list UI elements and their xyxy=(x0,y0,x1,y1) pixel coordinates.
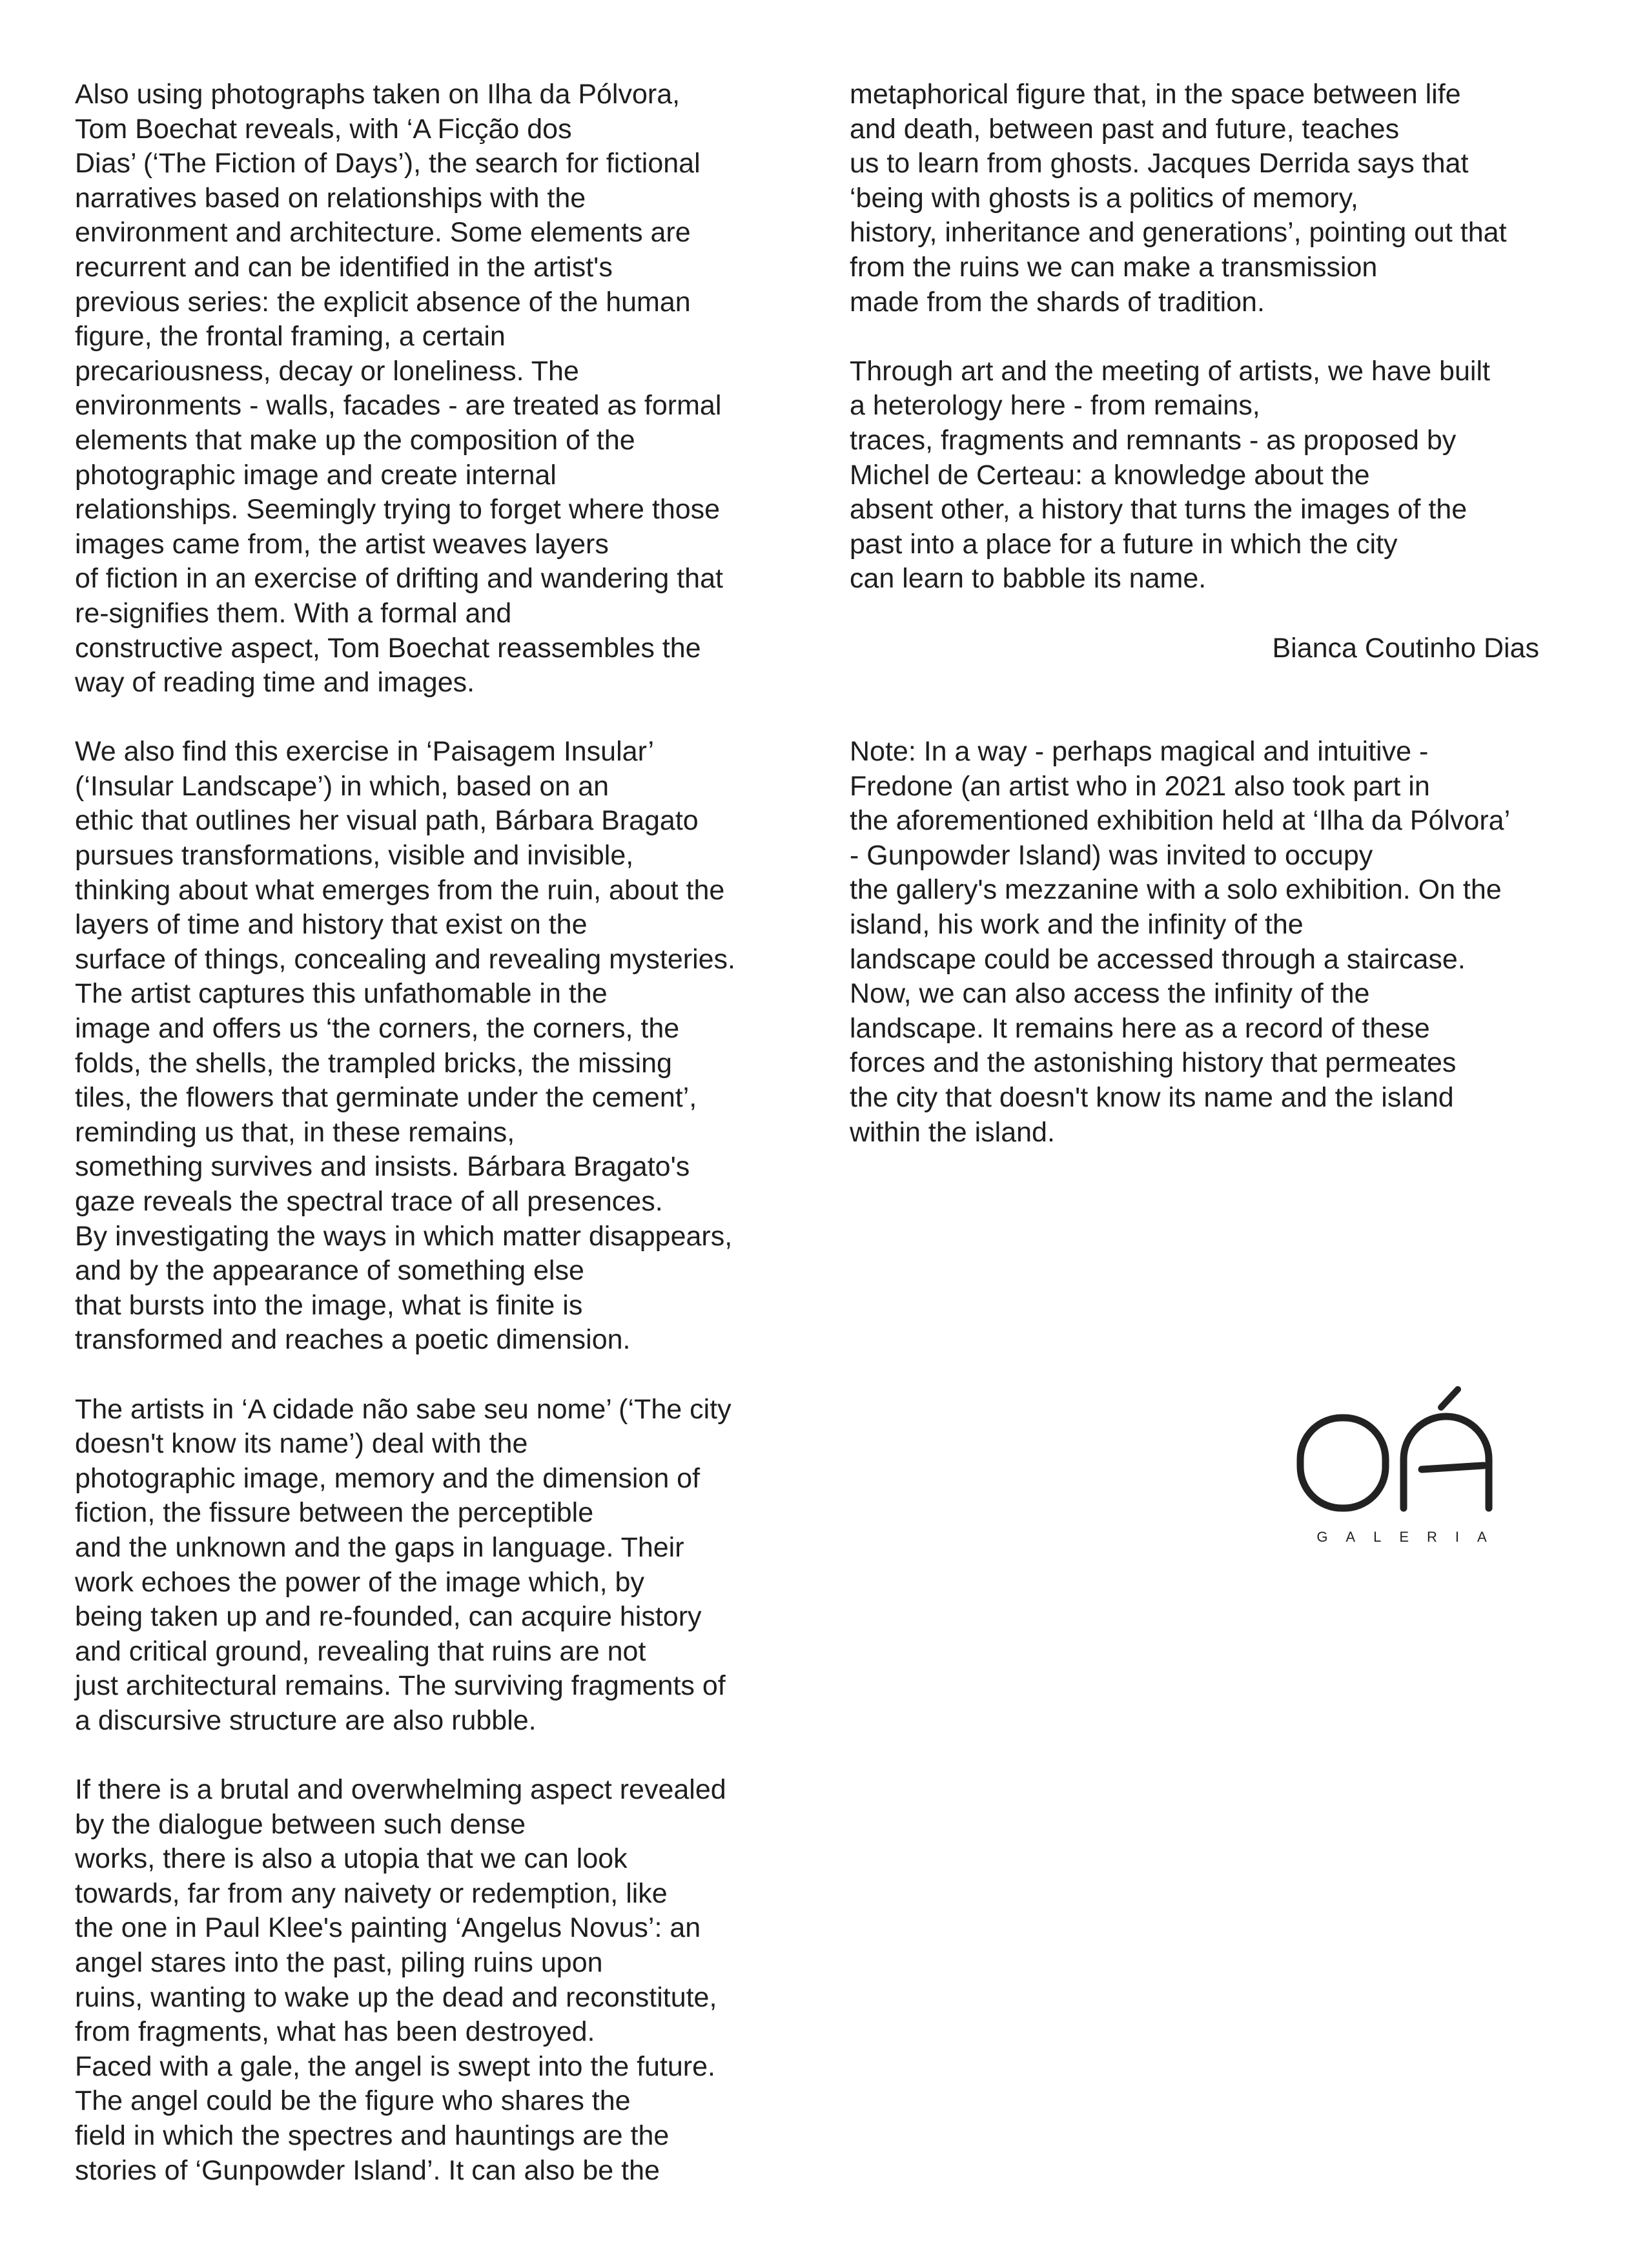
paragraph-gap xyxy=(850,597,1573,631)
text-line: fiction, the fissure between the perceptible xyxy=(75,1497,594,1529)
text-line: folds, the shells, the trampled bricks, the missing xyxy=(75,1047,672,1079)
text-line: Michel de Certeau: a knowledge about the xyxy=(850,459,1370,491)
text-line: within the island. xyxy=(850,1116,1055,1148)
text-line: landscape. It remains here as a record of these xyxy=(850,1012,1430,1044)
section-gap xyxy=(850,666,1573,735)
text-line: figure, the frontal framing, a certain xyxy=(75,321,506,352)
text-line: Note: In a way - perhaps magical and intuitive - xyxy=(850,736,1429,768)
text-line: the one in Paul Klee's painting ‘Angelus Novus’: an xyxy=(75,1912,701,1944)
text-line: past into a place for a future in which the city xyxy=(850,528,1398,560)
text-line: photographic image, memory and the dimension of xyxy=(75,1462,701,1494)
text-line: a heterology here - from remains, xyxy=(850,390,1260,422)
text-line: and death, between past and future, teaches xyxy=(850,113,1400,145)
text-line: If there is a brutal and overwhelming aspect revealed xyxy=(75,1774,726,1806)
text-line: can learn to babble its name. xyxy=(850,563,1207,595)
text-line: image and offers us ‘the corners, the corners, the xyxy=(75,1013,680,1045)
paragraph-ghosts xyxy=(850,77,1573,320)
text-line: previous series: the explicit absence of the human xyxy=(75,286,691,318)
text-line: ruins, wanting to wake up the dead and reconstitute, xyxy=(75,1981,717,2013)
text-line: The artists in ‘A cidade não sabe seu nome’ (‘The city xyxy=(75,1393,732,1425)
paragraph-angelus-novus xyxy=(75,1773,798,2188)
text-line: field in which the spectres and hauntings are the xyxy=(75,2120,670,2152)
text-line: absent other, a history that turns the images of the xyxy=(850,494,1468,526)
text-line: doesn't know its name’) deal with the xyxy=(75,1428,528,1460)
paragraph-gap xyxy=(75,1358,798,1393)
left-column xyxy=(75,77,798,2188)
text-line: landscape could be accessed through a staircase. xyxy=(850,943,1466,975)
text-line: made from the shards of tradition. xyxy=(850,286,1265,318)
text-line: reminding us that, in these remains, xyxy=(75,1116,515,1148)
author-signature: Bianca Coutinho Dias xyxy=(1272,632,1539,664)
text-line: the city that doesn't know its name and the island xyxy=(850,1082,1454,1114)
text-line: Fredone (an artist who in 2021 also took part in xyxy=(850,770,1430,802)
paragraph-barbara-bragato xyxy=(75,735,798,1358)
text-line: by the dialogue between such dense xyxy=(75,1808,526,1840)
text-line: We also find this exercise in ‘Paisagem Insular’ xyxy=(75,736,655,768)
text-line: By investigating the ways in which matter disappears, xyxy=(75,1220,733,1252)
paragraph-gap xyxy=(850,320,1573,354)
text-line: - Gunpowder Island) was invited to occupy xyxy=(850,839,1373,871)
oa-logo-mark xyxy=(1295,1385,1508,1515)
text-line: us to learn from ghosts. Jacques Derrida says that xyxy=(850,148,1469,179)
text-line: ‘being with ghosts is a politics of memory, xyxy=(850,182,1358,214)
paragraph-gap xyxy=(75,1739,798,1773)
text-line: a discursive structure are also rubble. xyxy=(75,1704,537,1736)
oa-galeria-logo xyxy=(1295,1385,1508,1553)
text-line: works, there is also a utopia that we can look xyxy=(75,1843,628,1875)
text-line: angel stares into the past, piling ruins upon xyxy=(75,1947,603,1979)
text-line: thinking about what emerges from the ruin, about the xyxy=(75,874,725,906)
text-line: recurrent and can be identified in the artist's xyxy=(75,251,613,283)
text-line: precariousness, decay or loneliness. The xyxy=(75,355,579,387)
text-line: transformed and reaches a poetic dimension. xyxy=(75,1324,631,1356)
paragraph-the-artists xyxy=(75,1393,798,1739)
text-line: Through art and the meeting of artists, we have built xyxy=(850,355,1490,387)
text-line: and by the appearance of something else xyxy=(75,1255,584,1287)
text-line: pursues transformations, visible and invisible, xyxy=(75,840,634,872)
text-line: Dias’ (‘The Fiction of Days’), the search for fictional xyxy=(75,148,701,179)
text-line: elements that make up the composition of the xyxy=(75,424,635,456)
text-line: environment and architecture. Some elements are xyxy=(75,217,691,249)
text-line: just architectural remains. The surviving fragments of xyxy=(75,1670,726,1702)
text-line: way of reading time and images. xyxy=(75,667,475,699)
text-line: gaze reveals the spectral trace of all presences. xyxy=(75,1186,663,1217)
text-line: towards, far from any naivety or redemption, like xyxy=(75,1877,668,1909)
paragraph-gap xyxy=(75,700,798,735)
text-line: surface of things, concealing and revealing mysteries. xyxy=(75,943,735,975)
right-column xyxy=(850,77,1573,1150)
text-line: The angel could be the figure who shares the xyxy=(75,2085,631,2117)
text-line: environments - walls, facades - are treated as formal xyxy=(75,390,722,422)
text-line: images came from, the artist weaves layers xyxy=(75,528,609,560)
text-line: stories of ‘Gunpowder Island’. It can also be the xyxy=(75,2154,660,2186)
text-line: island, his work and the infinity of the xyxy=(850,909,1304,941)
logo-wordmark: GALERIA xyxy=(1316,1529,1505,1545)
note-paragraph xyxy=(850,735,1573,1150)
text-line: layers of time and history that exist on the xyxy=(75,909,588,941)
paragraph-tom-boechat xyxy=(75,77,798,700)
text-line: traces, fragments and remnants - as proposed by xyxy=(850,424,1457,456)
text-line: Now, we can also access the infinity of the xyxy=(850,978,1370,1010)
text-line: and critical ground, revealing that ruins are not xyxy=(75,1635,646,1667)
text-line: from the ruins we can make a transmission xyxy=(850,251,1378,283)
text-line: photographic image and create internal xyxy=(75,459,557,491)
text-line: the gallery's mezzanine with a solo exhibition. On the xyxy=(850,874,1502,906)
paragraph-heterology xyxy=(850,354,1573,597)
text-line: work echoes the power of the image which, by xyxy=(75,1566,644,1598)
text-line: of fiction in an exercise of drifting and wandering that xyxy=(75,563,723,595)
text-line: the aforementioned exhibition held at ‘Ilha da Pólvora’ xyxy=(850,805,1511,837)
text-line: that bursts into the image, what is finite is xyxy=(75,1289,583,1321)
text-line: Faced with a gale, the angel is swept into the future. xyxy=(75,2050,715,2082)
text-line: metaphorical figure that, in the space between life xyxy=(850,79,1461,110)
text-line: The artist captures this unfathomable in the xyxy=(75,978,608,1010)
text-line: Tom Boechat reveals, with ‘A Ficção dos xyxy=(75,113,572,145)
text-line: narratives based on relationships with the xyxy=(75,182,586,214)
text-line: constructive aspect, Tom Boechat reassembles the xyxy=(75,632,701,664)
text-line: re-signifies them. With a formal and xyxy=(75,597,512,629)
text-line: (‘Insular Landscape’) in which, based on an xyxy=(75,770,609,802)
text-line: history, inheritance and generations’, pointing out that xyxy=(850,217,1507,249)
text-line: being taken up and re-founded, can acquire history xyxy=(75,1601,702,1633)
text-line: from fragments, what has been destroyed. xyxy=(75,2016,595,2048)
text-line: and the unknown and the gaps in language. Their xyxy=(75,1531,684,1563)
text-line: ethic that outlines her visual path, Bárbara Bragato xyxy=(75,805,699,837)
text-line: something survives and insists. Bárbara Bragato's xyxy=(75,1151,690,1183)
text-line: Also using photographs taken on Ilha da Pólvora, xyxy=(75,79,680,110)
text-line: forces and the astonishing history that permeates xyxy=(850,1047,1457,1079)
text-line: relationships. Seemingly trying to forget where those xyxy=(75,494,721,526)
text-line: tiles, the flowers that germinate under the cement’, xyxy=(75,1082,697,1114)
